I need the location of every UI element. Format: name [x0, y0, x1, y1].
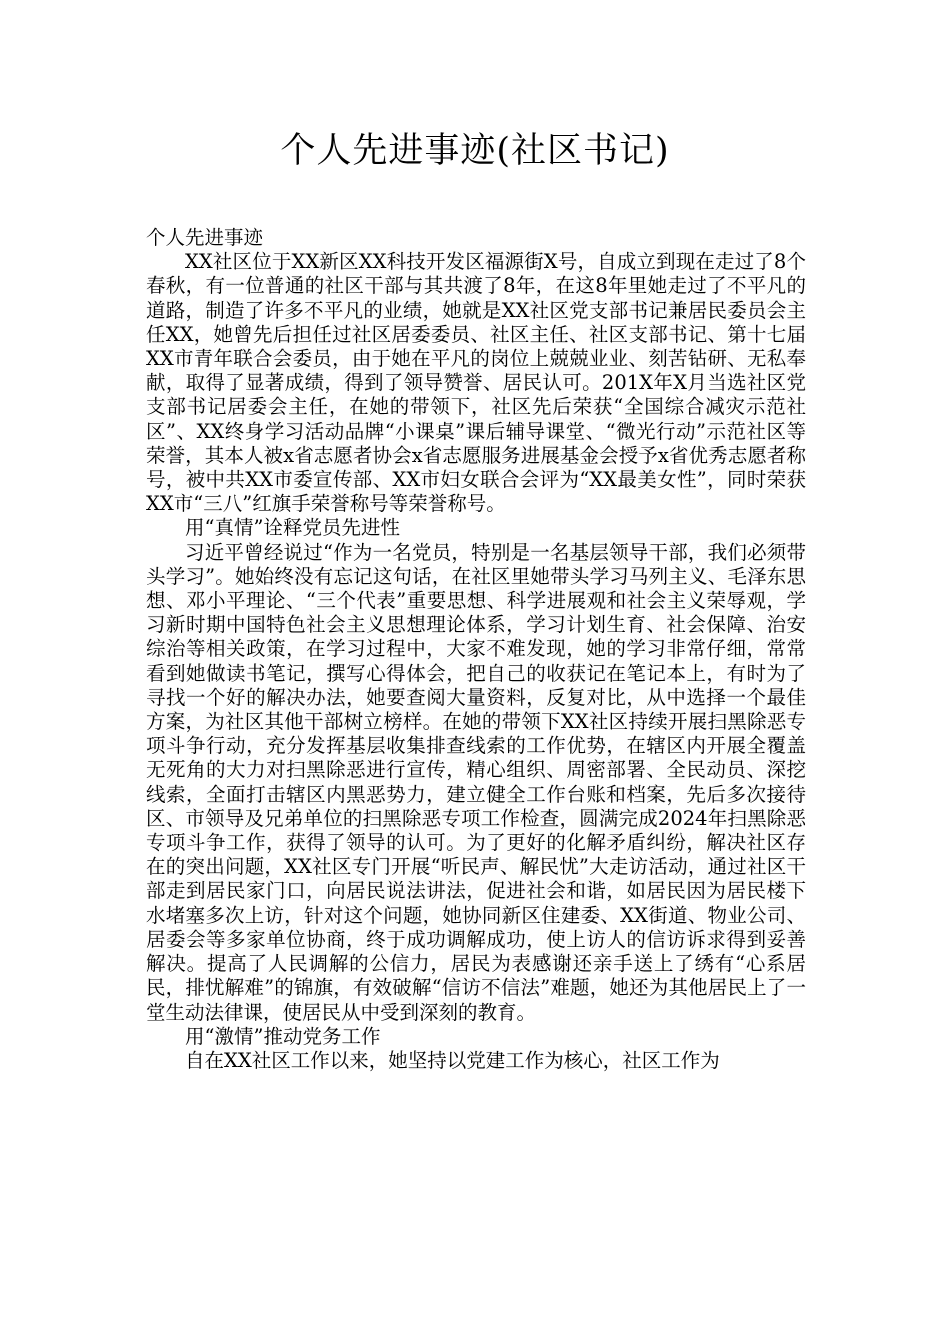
paragraph-intro: XX社区位于XX新区XX科技开发区福源街X号，自成立到现在走过了8个春秋，有一位普通的社区干部与其共渡了8年，在这8年里她走过了不平凡的道路，制造了许多不平凡的业绩，她就是XX社区党支部书记兼居民委员会主任XX，她曾先后担任过社区居委委员、社区主任、社区支部书记、第十七届XX市青年联合会委员，由于她在平凡的岗位上兢兢业业、刻苦钻研、无私奉献，取得了显著成绩，得到了领导赞誉、居民认可。201X年X月当选社区党支部书记居委会主任，在她的带领下，社区先后荣获“全国综合减灾示范社区”、XX终身学习活动品牌“小课桌”课后辅导课堂、“微光行动”示范社区等荣誉，其本人被x省志愿者协会x省志愿服务进展基金会授予x省优秀志愿者称号，被中共XX市委宣传部、XX市妇女联合会评为“XX最美女性”，同时荣获XX市“三八”红旗手荣誉称号等荣誉称号。 [146, 250, 806, 516]
section-heading-sincerity: 用“真情”诠释党员先进性 [185, 516, 400, 540]
section-heading-passion: 用“激情”推动党务工作 [185, 1024, 381, 1048]
section-label: 个人先进事迹 [146, 226, 264, 249]
paragraph-study: 习近平曾经说过“作为一名党员，特别是一名基层领导干部，我们必须带头学习”。她始终没有忘记这句话，在社区里她带头学习马列主义、毛泽东思想、邓小平理论、“三个代表”重要思想、科学进展观和社会主义荣辱观，学习新时期中国特色社会主义思想理论体系，学习计划生育、社会保障、治安综治等相关政策，在学习过程中，大家不难发现，她的学习非常仔细，常常看到她做读书笔记，撰写心得体会，把自己的收获记在笔记本上，有时为了寻找一个好的解决办法，她要查阅大量资料，反复对比，从中选择一个最佳方案，为社区其他干部树立榜样。在她的带领下XX社区持续开展扫黑除恶专项斗争行动，充分发挥基层收集排查线索的工作优势，在辖区内开展全覆盖无死角的大力对扫黑除恶进行宣传，精心组织、周密部署、全民动员、深挖线索，全面打击辖区内黑恶势力，建立健全工作台账和档案，先后多次接待区、市领导及兄弟单位的扫黑除恶专项工作检查，圆满完成2024年扫黑除恶专项斗争工作，获得了领导的认可。为了更好的化解矛盾纠纷，解决社区存在的突出问题，XX社区专门开展“听民声、解民忧”大走访活动，通过社区干部走到居民家门口，向居民说法讲法，促进社会和谐，如居民因为居民楼下水堵塞多次上访，针对这个问题，她协同新区住建委、XX街道、物业公司、居委会等多家单位协商，终于成功调解成功，使上访人的信访诉求得到妥善解决。提高了人民调解的公信力，居民为表感谢还亲手送上了绣有“心系居民，排忧解难”的锦旗，有效破解“信访不信法”难题，她还为其他居民上了一堂生动法律课，使居民从中受到深刻的教育。 [146, 540, 806, 1024]
document-body [146, 226, 806, 1073]
paragraph-party-work: 自在XX社区工作以来，她坚持以党建工作为核心，社区工作为 [185, 1048, 720, 1072]
document-title: 个人先进事迹(社区书记) [280, 131, 670, 171]
